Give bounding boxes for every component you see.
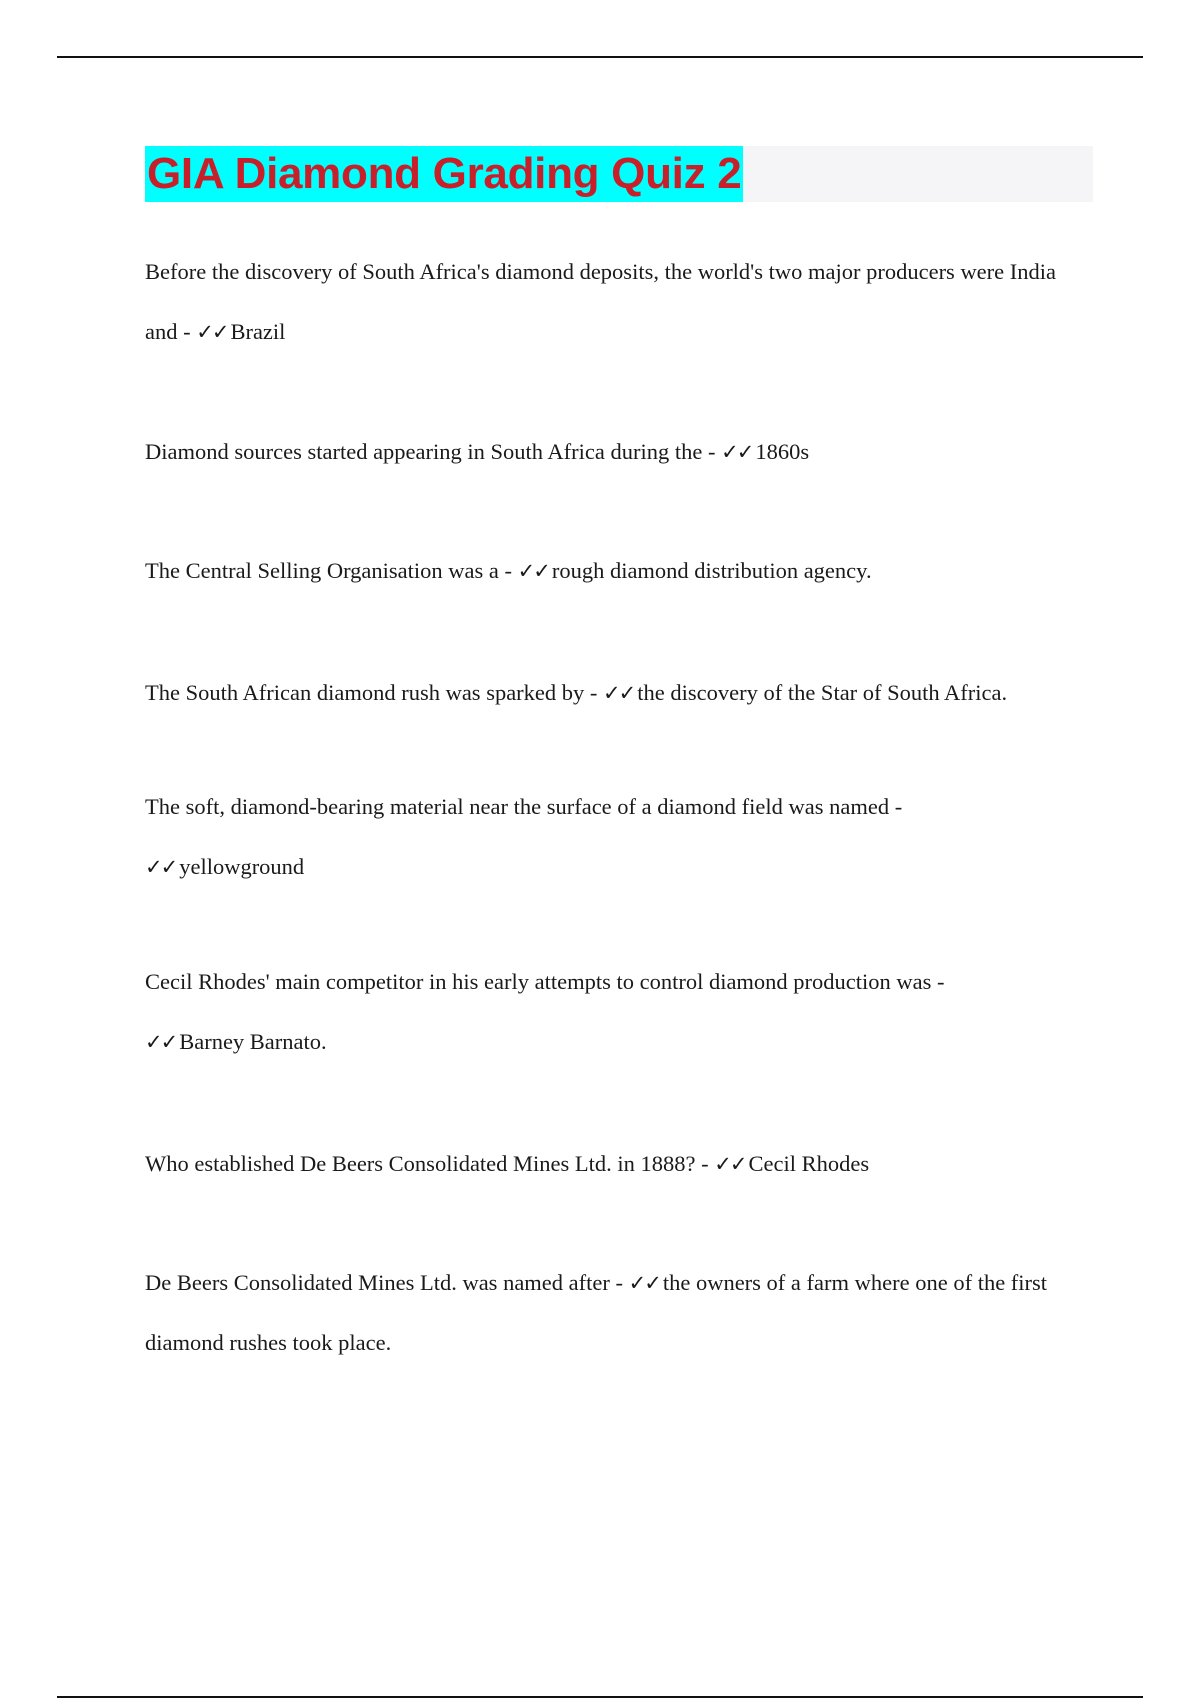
qa-item-2 — [145, 422, 1085, 482]
answer-text: rough diamond distribution agency. — [551, 558, 872, 583]
qa-item-4 — [145, 663, 1085, 723]
answer-text: 1860s — [755, 439, 810, 464]
qa-item-3 — [145, 541, 1085, 601]
answer-text: Brazil — [230, 319, 286, 344]
double-check-icon: ✓✓ — [628, 1271, 660, 1295]
double-check-icon: ✓✓ — [145, 1030, 177, 1054]
top-rule — [57, 56, 1143, 58]
qa-item-8 — [145, 1253, 1085, 1373]
answer-text: Barney Barnato. — [179, 1029, 327, 1054]
question-text: The Central Selling Organisation was a - — [145, 558, 518, 583]
question-text: Who established De Beers Consolidated Mines Ltd. in 1888? - — [145, 1151, 715, 1176]
qa-item-6 — [145, 952, 1085, 1072]
answer-text: yellowground — [179, 854, 305, 879]
double-check-icon: ✓✓ — [145, 855, 177, 879]
question-text: Cecil Rhodes' main competitor in his early attempts to control diamond production was - — [145, 969, 945, 994]
double-check-icon: ✓✓ — [603, 681, 635, 705]
question-text: Diamond sources started appearing in South Africa during the - — [145, 439, 722, 464]
question-text: The South African diamond rush was sparked by - — [145, 680, 604, 705]
page-title: GIA Diamond Grading Quiz 2 — [145, 146, 743, 202]
question-text: De Beers Consolidated Mines Ltd. was named after - — [145, 1270, 629, 1295]
double-check-icon: ✓✓ — [517, 559, 549, 583]
qa-item-1 — [145, 242, 1085, 362]
bottom-rule — [57, 1696, 1143, 1698]
qa-item-7 — [145, 1134, 1085, 1194]
double-check-icon: ✓✓ — [721, 440, 753, 464]
question-text: The soft, diamond-bearing material near the surface of a diamond field was named - — [145, 794, 903, 819]
answer-text: the owners of a farm where one of the first diamond rushes took place. — [145, 1270, 1048, 1355]
double-check-icon: ✓✓ — [714, 1152, 746, 1176]
double-check-icon: ✓✓ — [196, 320, 228, 344]
answer-text: the discovery of the Star of South Africa. — [637, 680, 1008, 705]
question-text: Before the discovery of South Africa's diamond deposits, the world's two major producers were India and - — [145, 259, 1057, 344]
qa-item-5 — [145, 777, 1085, 897]
answer-text: Cecil Rhodes — [748, 1151, 870, 1176]
